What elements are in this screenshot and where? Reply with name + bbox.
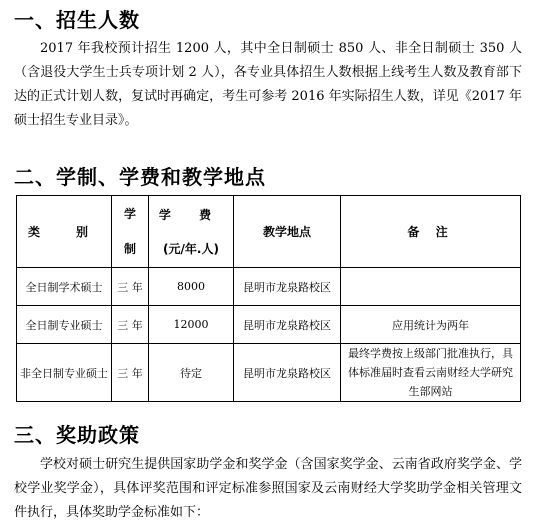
cell-fee: 8000 <box>149 268 234 306</box>
header-fee-unit: (元/年.人) <box>163 241 219 256</box>
enrollment-paragraph: 2017 年我校预计招生 1200 人，其中全日制硕士 850 人、非全日制硕士 350 人（含退役大学生士兵专项计划 2 人），各专业具体招生人数根据上线考生人数及教育部下达的正式计划人数，复试时再确定，考生可参考 2016 年实际招生人数，详见《2017 年硕士招生专业目录》。 <box>14 41 522 128</box>
header-location: 教学地点 <box>234 196 341 268</box>
cell-type: 全日制学术硕士 <box>17 268 112 306</box>
scholarship-paragraph: 学校对硕士研究生提供国家助学金和奖学金（含国家奖学金、云南省政府奖学金、学校学业奖学金），具体评奖范围和评定标准参照国家及云南财经大学奖助学金相关管理文件执行，具体奖助学金标准如下： <box>14 457 522 520</box>
header-length <box>112 196 149 268</box>
cell-note: 应用统计为两年 <box>341 306 521 344</box>
header-fee-word: 学 费 <box>158 207 224 222</box>
cell-note: 最终学费按上级部门批准执行，具体标准届时查看云南财经大学研究生部网站 <box>341 344 521 402</box>
table-header-row <box>17 196 521 268</box>
header-length-text: 学制 <box>123 206 136 256</box>
header-type: 类 别 <box>17 196 112 268</box>
cell-fee: 待定 <box>149 344 234 402</box>
section-heading-program: 二、学制、学费和教学地点 <box>14 165 266 189</box>
cell-location: 昆明市龙泉路校区 <box>234 306 341 344</box>
cell-length: 三 年 <box>112 344 149 402</box>
table-row <box>17 344 521 402</box>
cell-type: 全日制专业硕士 <box>17 306 112 344</box>
header-note: 备 注 <box>341 196 521 268</box>
section-heading-enrollment: 一、招生人数 <box>14 8 140 32</box>
cell-fee: 12000 <box>149 306 234 344</box>
enrollment-paragraph-block <box>14 37 522 133</box>
cell-length: 三 年 <box>112 306 149 344</box>
cell-length: 三 年 <box>112 268 149 306</box>
table-row <box>17 306 521 344</box>
program-table <box>16 195 521 402</box>
header-fee <box>149 196 234 268</box>
cell-note <box>341 268 521 306</box>
cell-location: 昆明市龙泉路校区 <box>234 268 341 306</box>
table-row <box>17 268 521 306</box>
section-heading-scholarship: 三、奖助政策 <box>14 423 140 447</box>
scholarship-paragraph-block <box>14 453 522 525</box>
cell-type: 非全日制专业硕士 <box>17 344 112 402</box>
cell-location: 昆明市龙泉路校区 <box>234 344 341 402</box>
